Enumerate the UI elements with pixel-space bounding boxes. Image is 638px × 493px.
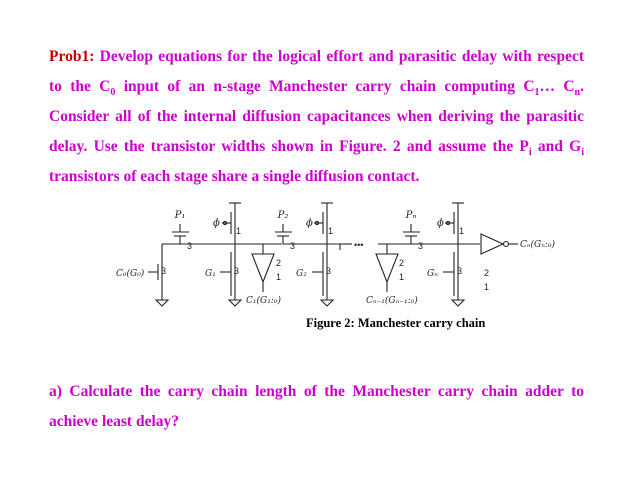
label-gn: Gₙ [427,269,438,279]
problem-text: Develop equations for the logical effort and parasitic delay with respect to the C [49,48,585,95]
label-phi-1: ϕ [213,218,220,229]
label-phi-2: ϕ [306,218,313,229]
labels [116,210,556,306]
width-3: 3 [326,266,332,276]
figure-caption: Figure 2: Manchester carry chain [306,316,486,330]
question-a: a) Calculate the carry chain length of the Manchester carry chain adder to achieve least delay? [49,383,584,430]
problem-text: transistors of each stage share a single diffusion contact. [49,168,420,185]
inv-width-1: 1 [399,272,405,282]
stage-n [376,203,518,306]
label-c0: C₀(G₀) [116,269,145,279]
problem-text: input of an n-stage Manchester carry chain computing C [115,78,535,95]
width-3: 3 [187,241,193,251]
width-1: 1 [236,226,242,236]
label-phi-n: ϕ [437,218,444,229]
problem-text: … C [539,78,575,95]
width-3: 3 [290,241,296,251]
label-cn: Cₙ(Gₙ:₀) [520,240,556,250]
width-3: 3 [457,266,463,276]
sub-n: n [574,87,581,99]
inv-width-2: 2 [484,268,490,278]
label-g2: G₂ [296,269,307,279]
inv-width-2: 2 [276,258,282,268]
label-pn: Pₙ [405,210,417,221]
label-p1: P₁ [174,210,186,221]
width-1: 1 [328,226,334,236]
manchester-carry-chain-diagram [110,200,580,316]
sub-0: 0 [110,87,116,99]
width-1: 1 [459,226,465,236]
width-3: 3 [161,266,167,276]
label-cn-1: Cₙ₋₁(Gₙ₋₁:₀) [366,296,418,306]
sub-i: i [581,147,584,159]
label-c1: C₁(G₁:₀) [246,296,281,306]
inv-width-1: 1 [484,282,490,292]
chain-ellipsis: ••• [354,240,364,250]
inv-width-1: 1 [276,272,282,282]
problem-text: and G [531,138,582,155]
sub-i: i [528,147,532,159]
width-3: 3 [234,266,240,276]
width-3: 3 [418,241,424,251]
problem-text: . Consider all of the internal diffusion capacitances when deriving the parasitic delay. Use the transistor widths shown in Figure. 2 and assume the P [49,78,584,155]
sub-1: 1 [534,87,540,99]
problem-statement [49,42,584,192]
label-p2: P₂ [277,210,289,221]
label-g1: G₁ [205,269,216,279]
inv-width-2: 2 [399,258,405,268]
problem-label: Prob1: [49,48,95,65]
